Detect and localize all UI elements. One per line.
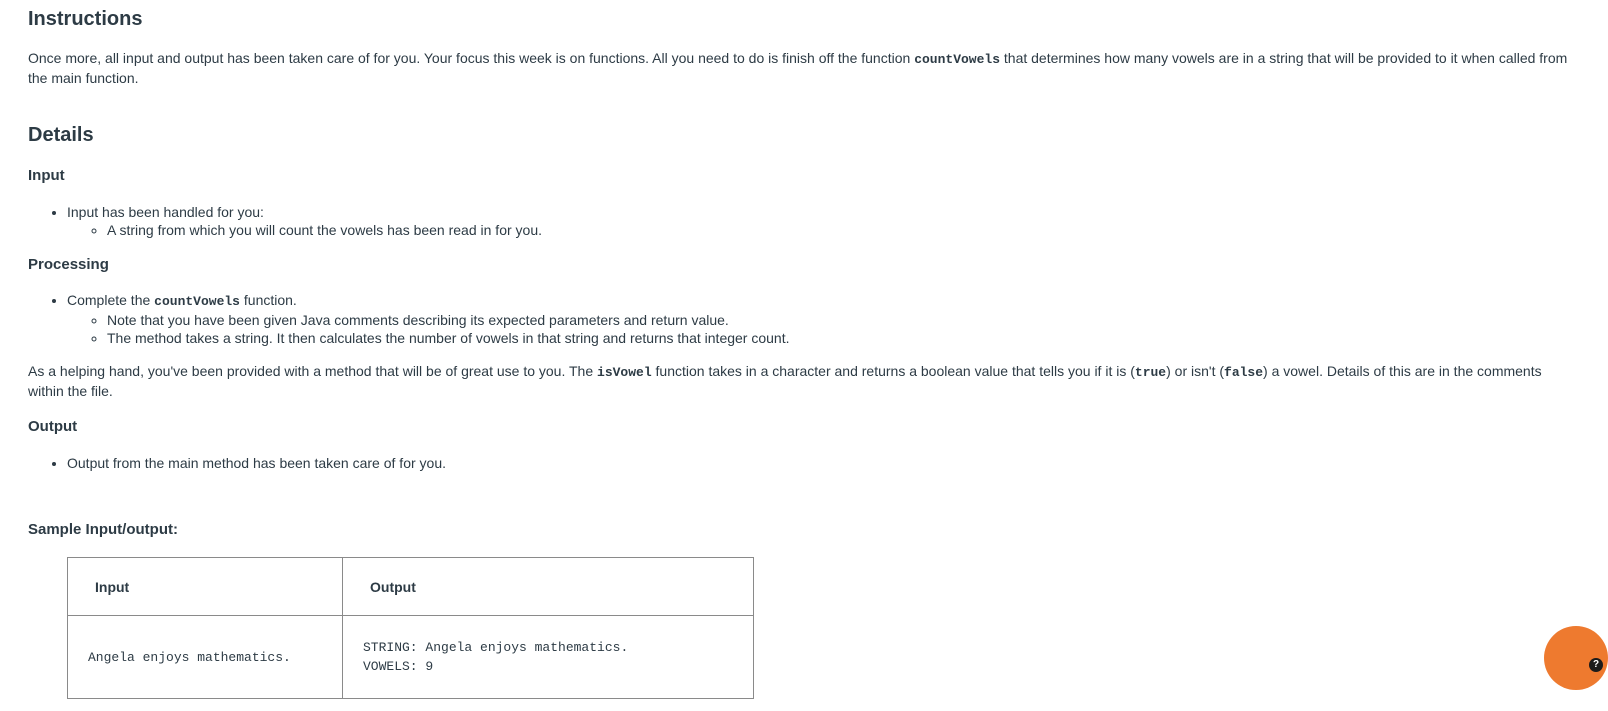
output-list	[28, 454, 446, 472]
code-true: true	[1134, 365, 1167, 380]
processing-heading: Processing	[28, 256, 109, 273]
code-false: false	[1224, 365, 1264, 380]
list-item: • Output from the main method has been taken care of for you.	[67, 454, 446, 472]
input-list	[28, 203, 542, 239]
list-item: ◦ A string from which you will count the vowels has been read in for you.	[107, 221, 542, 239]
details-heading: Details	[28, 124, 94, 146]
code-isvowel: isVowel	[597, 365, 652, 380]
cell-input: Angela enjoys mathematics.	[68, 616, 343, 699]
column-header-input: Input	[68, 558, 343, 616]
list-item: • Complete the countVowels function. ◦ Note that you have been given Java comments describing its expected parameters and return value. ◦ The method takes a string. It then calculates the number of vowels in that string and returns that integer count.	[67, 291, 790, 347]
instructions-text: Once more, all input and output has been taken care of for you. Your focus this week is on functions. All you need to do is finish off the function countVowels that determines how many vowels are in a string that will be provided to it when called from the main function.	[28, 50, 1568, 86]
column-header-output: Output	[343, 558, 754, 616]
list-item: • Input has been handled for you: ◦ A string from which you will count the vowels has been read in for you.	[67, 203, 542, 239]
table-header-row	[68, 558, 754, 616]
table-row	[68, 616, 754, 699]
code-countvowels: countVowels	[914, 52, 1001, 67]
code-countvowels: countVowels	[154, 294, 240, 309]
helping-hand-text: As a helping hand, you've been provided with a method that will be of great use to you. The isVowel function takes in a character and returns a boolean value that tells you if it is (true) or isn't (false) a vowel. Details of this are in the comments within the file.	[28, 363, 1542, 399]
input-heading: Input	[28, 167, 65, 184]
cell-output: STRING: Angela enjoys mathematics. VOWELS: 9	[343, 616, 754, 699]
output-heading: Output	[28, 418, 78, 435]
sample-heading: Sample Input/output:	[28, 521, 178, 538]
processing-list	[28, 291, 790, 347]
sample-table	[67, 557, 754, 699]
help-icon[interactable]: ?	[1589, 658, 1603, 672]
list-item: ◦ The method takes a string. It then calculates the number of vowels in that string and returns that integer count.	[107, 329, 790, 347]
list-item: ◦ Note that you have been given Java comments describing its expected parameters and return value.	[107, 311, 790, 329]
instructions-heading: Instructions	[28, 8, 143, 30]
